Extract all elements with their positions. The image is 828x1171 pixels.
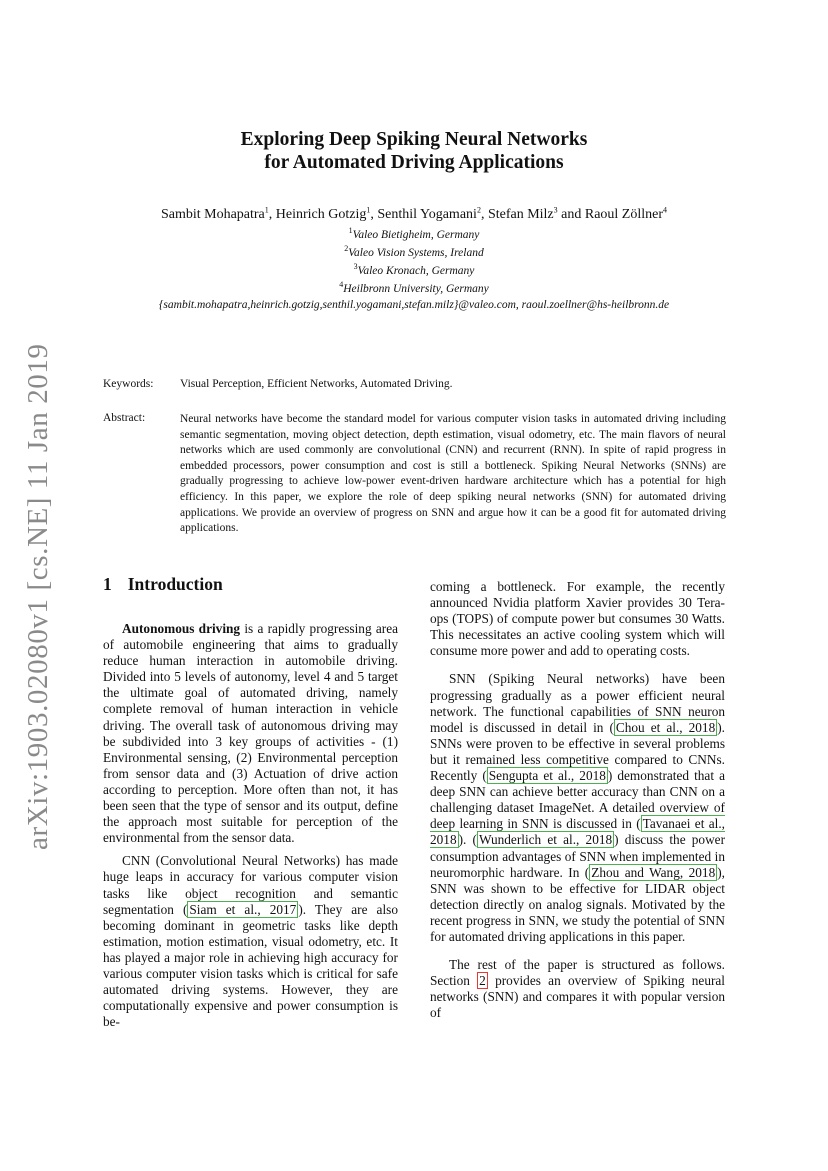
affil-mark: 3 (353, 262, 358, 272)
paragraph-text: ). They are also becoming dominant in geometric tasks like depth estimation, motion estimation, visual odometry, etc. It has played a major role in achieving high accuracy for various computer vision tasks which is critical for safe automated driving systems. However, they are computationally expensive and power consumption is be- (103, 901, 398, 1030)
section-number: 1 (103, 574, 112, 594)
affiliation-1 (0, 228, 828, 243)
affil-mark: 4 (339, 280, 344, 290)
author-name: and Raoul Zöllner (557, 207, 664, 222)
section-heading (103, 574, 223, 595)
affiliation-2 (0, 246, 828, 261)
paragraph-text: ). SNNs were proven to be effective in several problems but it remained less competitive compared to CNNs. Recently ( (430, 719, 725, 784)
affil-mark: 1 (348, 226, 353, 236)
left-column (103, 621, 398, 1030)
author-list (0, 206, 828, 224)
abstract-label: Abstract: (103, 412, 146, 424)
citation-link[interactable]: Zhou and Wang, 2018 (591, 864, 716, 880)
author-affil-mark: 1 (366, 205, 371, 215)
bold-term: Autonomous driving (122, 621, 241, 636)
section-ref-link[interactable]: 2 (479, 973, 486, 989)
affil-mark: 2 (344, 244, 349, 254)
citation-link[interactable]: Chou et al., 2018 (615, 719, 716, 735)
paragraph-text: provides an overview of Spiking neural networks (SNN) and compares it with popular version of (430, 973, 725, 1021)
affil-text: Valeo Vision Systems, Ireland (348, 247, 484, 259)
arxiv-identifier: arXiv:1903.02080v1 [cs.NE] 11 Jan 2019 (22, 343, 54, 850)
paragraph-text: CNN (Convolutional Neural Networks) has made huge leaps in accuracy for various computer vision tasks like object recognition and semantic segmentation ( (103, 853, 398, 917)
author-name: , Heinrich Gotzig (268, 207, 367, 222)
abstract-text: Neural networks have become the standard model for various computer vision tasks in automated driving including semantic segmentation, moving object detection, depth estimation, visual odometry, etc. The main flavors of neural networks which are used commonly are convolutional (CNN) and recurrent (RNN). In spite of rapid progress in embedded processors, power consumption and cost is still a bottleneck. Spiking Neural Networks (SNNs) are gradually progressing to achieve low-power event-driven hardware architecture which has a potential for high efficiency. In this paper, we explore the role of deep spiking neural networks (SNN) for automated driving applications. We provide an overview of progress on SNN and argue how it can be a good fit for automated driving applications. (180, 413, 726, 535)
citation-link[interactable]: Sengupta et al., 2018 (488, 768, 606, 784)
paragraph (430, 957, 725, 1021)
author-affil-mark: 3 (553, 205, 558, 215)
paragraph-text: ). ( (458, 832, 477, 848)
paragraph: coming a bottleneck. For example, the recently announced Nvidia platform Xavier provides 30 Tera-ops (TOPS) of compute power but consumes 30 Watts. This necessitates an active cooling system which will consume more power and add to operating costs. (430, 579, 725, 659)
author-affil-mark: 4 (663, 205, 668, 215)
paragraph-text: ), SNN was shown to be effective for LIDAR object detection directly on analog signals. Motivated by the recent progress in SNN, we study the potential of SNN for automated driving applications in this paper. (430, 864, 725, 944)
author-affil-mark: 2 (476, 205, 481, 215)
paragraph-text: The rest of the paper is structured as follows. Section (430, 957, 725, 989)
title-line-1: Exploring Deep Spiking Neural Networks (240, 129, 588, 150)
author-emails: {sambit.mohapatra,heinrich.gotzig,senthil.yogamani,stefan.milz}@valeo.com, raoul.zoellner@hs-heilbronn.de (158, 299, 670, 311)
paragraph-text: ) demonstrated that a deep SNN can achieve better accuracy than CNN on a challenging dataset ImageNet. A detailed overview of deep learning in SNN is discussed in ( (430, 768, 725, 832)
affil-text: Valeo Bietigheim, Germany (352, 229, 480, 241)
paragraph (430, 671, 725, 945)
paragraph-text: ) discuss the power consumption advantages of SNN when implemented in neuromorphic hardware. In ( (430, 832, 725, 880)
author-name: , Senthil Yogamani (370, 207, 477, 222)
paragraph-text: is a rapidly progressing area of automobile engineering that aims to gradually reduce human interaction in automobile driving. Divided into 5 levels of autonomy, level 4 and 5 target the ultimate goal of automated driving, namely complete removal of human interaction in vehicle driving. The overall task of autonomous driving may be subdivided into 3 key groups of activities - (1) Environmental sensing, (2) Environmental perception from sensor data and (3) Actuation of drive action according to perception. More often than not, it has been seen that the type of sensor and its output, define the approach most suitable for perception of the environmental from the sensor data. (103, 621, 398, 846)
keywords-label: Keywords: (103, 378, 154, 390)
paragraph-text: SNN (Spiking Neural networks) have been progressing gradually as a power efficient neural network. The functional capabilities of SNN neuron model is discussed in detail in ( (430, 671, 725, 735)
keywords-text: Visual Perception, Efficient Networks, Automated Driving. (180, 378, 453, 390)
affiliation-3 (0, 264, 828, 279)
affiliation-4 (0, 282, 828, 297)
section-title: Introduction (127, 574, 223, 594)
affil-text: Heilbronn University, Germany (343, 283, 489, 295)
citation-link[interactable]: Siam et al., 2017 (189, 901, 297, 917)
citation-link[interactable]: Wunderlich et al., 2018 (478, 832, 613, 848)
right-column (430, 579, 725, 1021)
affil-text: Valeo Kronach, Germany (357, 265, 475, 277)
citation-link[interactable]: Tavanaei et al., 2018 (430, 816, 725, 848)
paragraph (103, 621, 398, 846)
paragraph (103, 853, 398, 1030)
author-name: , Stefan Milz (480, 207, 554, 222)
title-line-2: for Automated Driving Applications (264, 152, 564, 173)
paper-title (0, 128, 828, 174)
author-name: Sambit Mohapatra (160, 207, 265, 222)
author-affil-mark: 1 (264, 205, 269, 215)
